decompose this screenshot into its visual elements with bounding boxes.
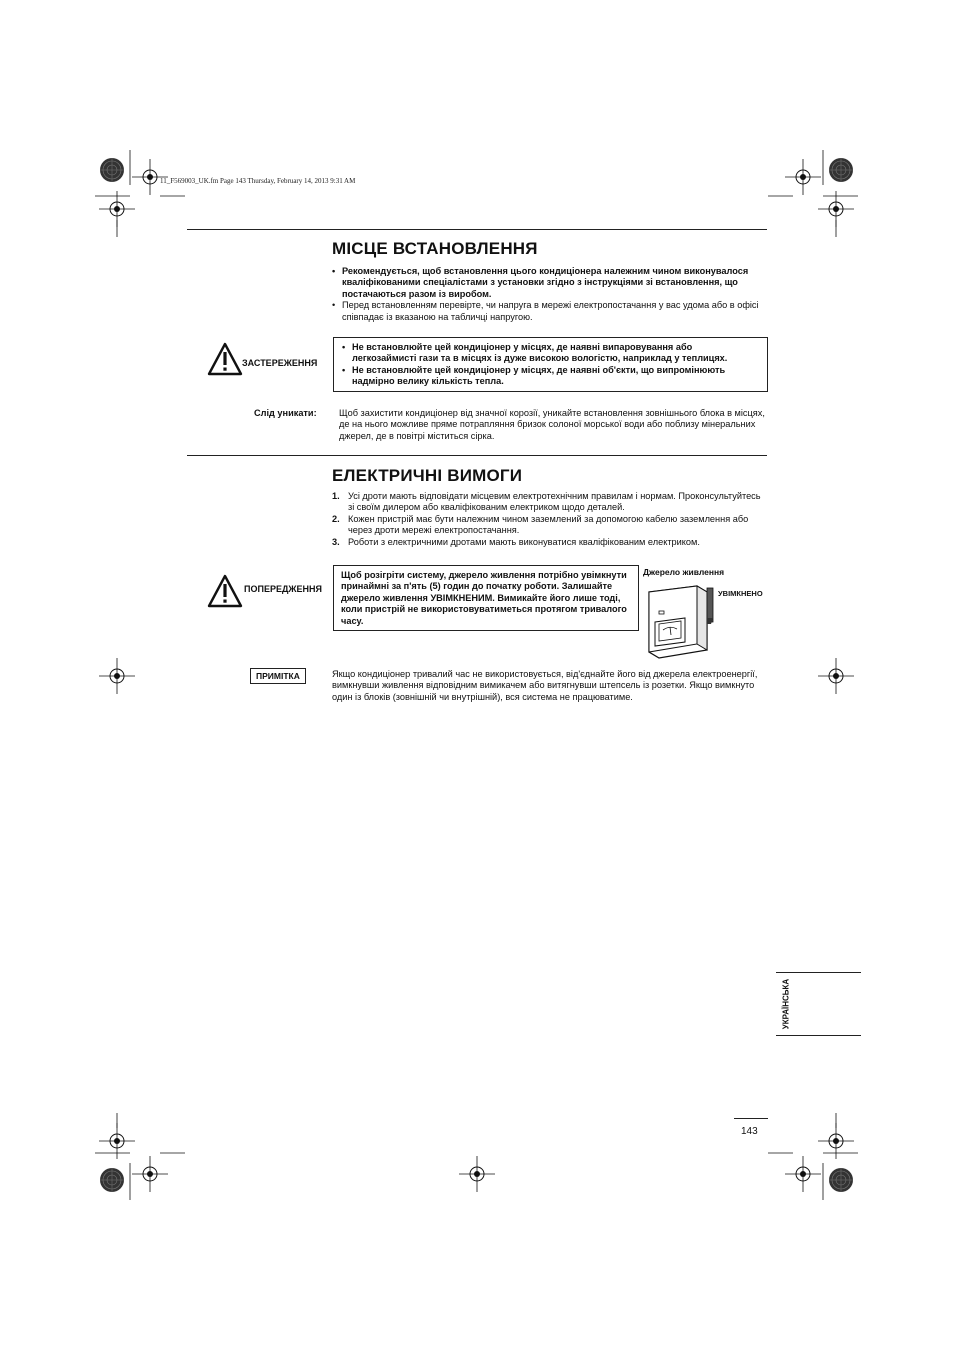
crop-cross-icon: [785, 159, 821, 195]
language-tab: [776, 972, 861, 1036]
caution-label: ЗАСТЕРЕЖЕННЯ: [242, 358, 318, 368]
bullet-item: • Рекомендується, щоб встановлення цього кондиціонера належним чином виконувалося кваліфікованими спеціалістами з установки згідно з інструкціями зі встановлення, що постачаються разом із виробом.: [332, 266, 768, 300]
warning-label: ПОПЕРЕДЖЕННЯ: [244, 584, 322, 594]
warning-triangle-icon: [207, 342, 243, 376]
warning-text: Щоб розігріти систему, джерело живлення потрібно увімкнути принаймні за п'ять (5) годин до початку роботи. Залишайте джерело живлення УВІМКНЕНИМ. Вимикайте його лише тоді, коли пристрій не використовуватиметься протягом тривалого часу.: [341, 570, 627, 626]
warning-triangle-icon: [207, 574, 243, 608]
file-slug: 11_F569003_UK.fm Page 143 Thursday, February 14, 2013 9:31 AM: [160, 177, 356, 185]
section-title-electrical: ЕЛЕКТРИЧНІ ВИМОГИ: [332, 466, 523, 485]
page-number: 143: [741, 1126, 758, 1137]
list-item: 2. Кожен пристрій має бути належним чином заземлений за допомогою кабелю заземлення або через дроти мережі електропостачання.: [332, 513, 749, 536]
language-tab-label: УКРАЇНСЬКА: [781, 978, 791, 1030]
avoid-text: Щоб захистити кондиціонер від значної корозії, уникайте встановлення зовнішнього блока в місцях, де на нього можливе пряме потрапляння бризок солоної морської води або поблизу мінеральних джерел, де в повітрі міститься сірка.: [339, 408, 765, 441]
caution-item: • Не встановлюйте цей кондиціонер у місцях, де наявні об'єкти, що випромінюють надмірно велику кількість тепла.: [342, 365, 759, 388]
electrical-list: [332, 491, 768, 548]
section-rule: [187, 229, 767, 230]
crop-cross-icon: [818, 1123, 854, 1159]
caution-item: • Не встановлюйте цей кондиціонер у місцях, де наявні випаровування або легкозаймисті гази та в місцях із дуже високою вологістю, наприклад у теплицях.: [342, 342, 759, 365]
bullet-item: • Перед встановленням перевірте, чи напруга в мережі електропостачання у вас удома або в офісі співпадає із вказаною на табличці напругою.: [332, 300, 768, 323]
crop-cross-icon: [99, 658, 135, 694]
crop-disc-icon: [100, 158, 124, 182]
crop-cross-icon: [459, 1156, 495, 1192]
crop-cross-icon: [132, 1156, 168, 1192]
section-rule: [187, 455, 767, 456]
crop-disc-icon: [829, 1168, 853, 1192]
crop-cross-icon: [99, 1123, 135, 1159]
crop-disc-icon: [829, 158, 853, 182]
section-title-installation: МІСЦЕ ВСТАНОВЛЕННЯ: [332, 239, 538, 258]
power-caption: Джерело живлення: [643, 567, 725, 577]
crop-disc-icon: [100, 1168, 124, 1192]
caution-box: [333, 337, 768, 392]
list-item: 1. Усі дроти мають відповідати місцевим електротехнічним правилам і нормам. Проконсультуйтесь зі своїм дилером або кваліфікованим електриком щодо деталей.: [332, 491, 761, 513]
list-item: 3. Роботи з електричними дротами мають виконуватися кваліфікованим електриком.: [332, 536, 700, 547]
note-text: Якщо кондиціонер тривалий час не використовується, від'єднайте його від джерела електроенергії, вимкнувши живлення відповідним вимикачем або витягнувши штепсель із розетки. Якщо вимкнуто один із блоків (зовнішній чи внутрішній), вся система не працюватиме.: [332, 669, 758, 702]
crop-cross-icon: [818, 658, 854, 694]
page-number-rule: [734, 1118, 768, 1119]
warning-box: [333, 565, 639, 631]
avoid-label: Слід уникати:: [254, 408, 317, 418]
power-switch-illustration: [641, 578, 721, 664]
installation-bullets: [332, 266, 768, 323]
note-badge: ПРИМІТКА: [250, 668, 306, 684]
crop-cross-icon: [785, 1156, 821, 1192]
on-label: УВІМКНЕНО: [718, 589, 763, 598]
